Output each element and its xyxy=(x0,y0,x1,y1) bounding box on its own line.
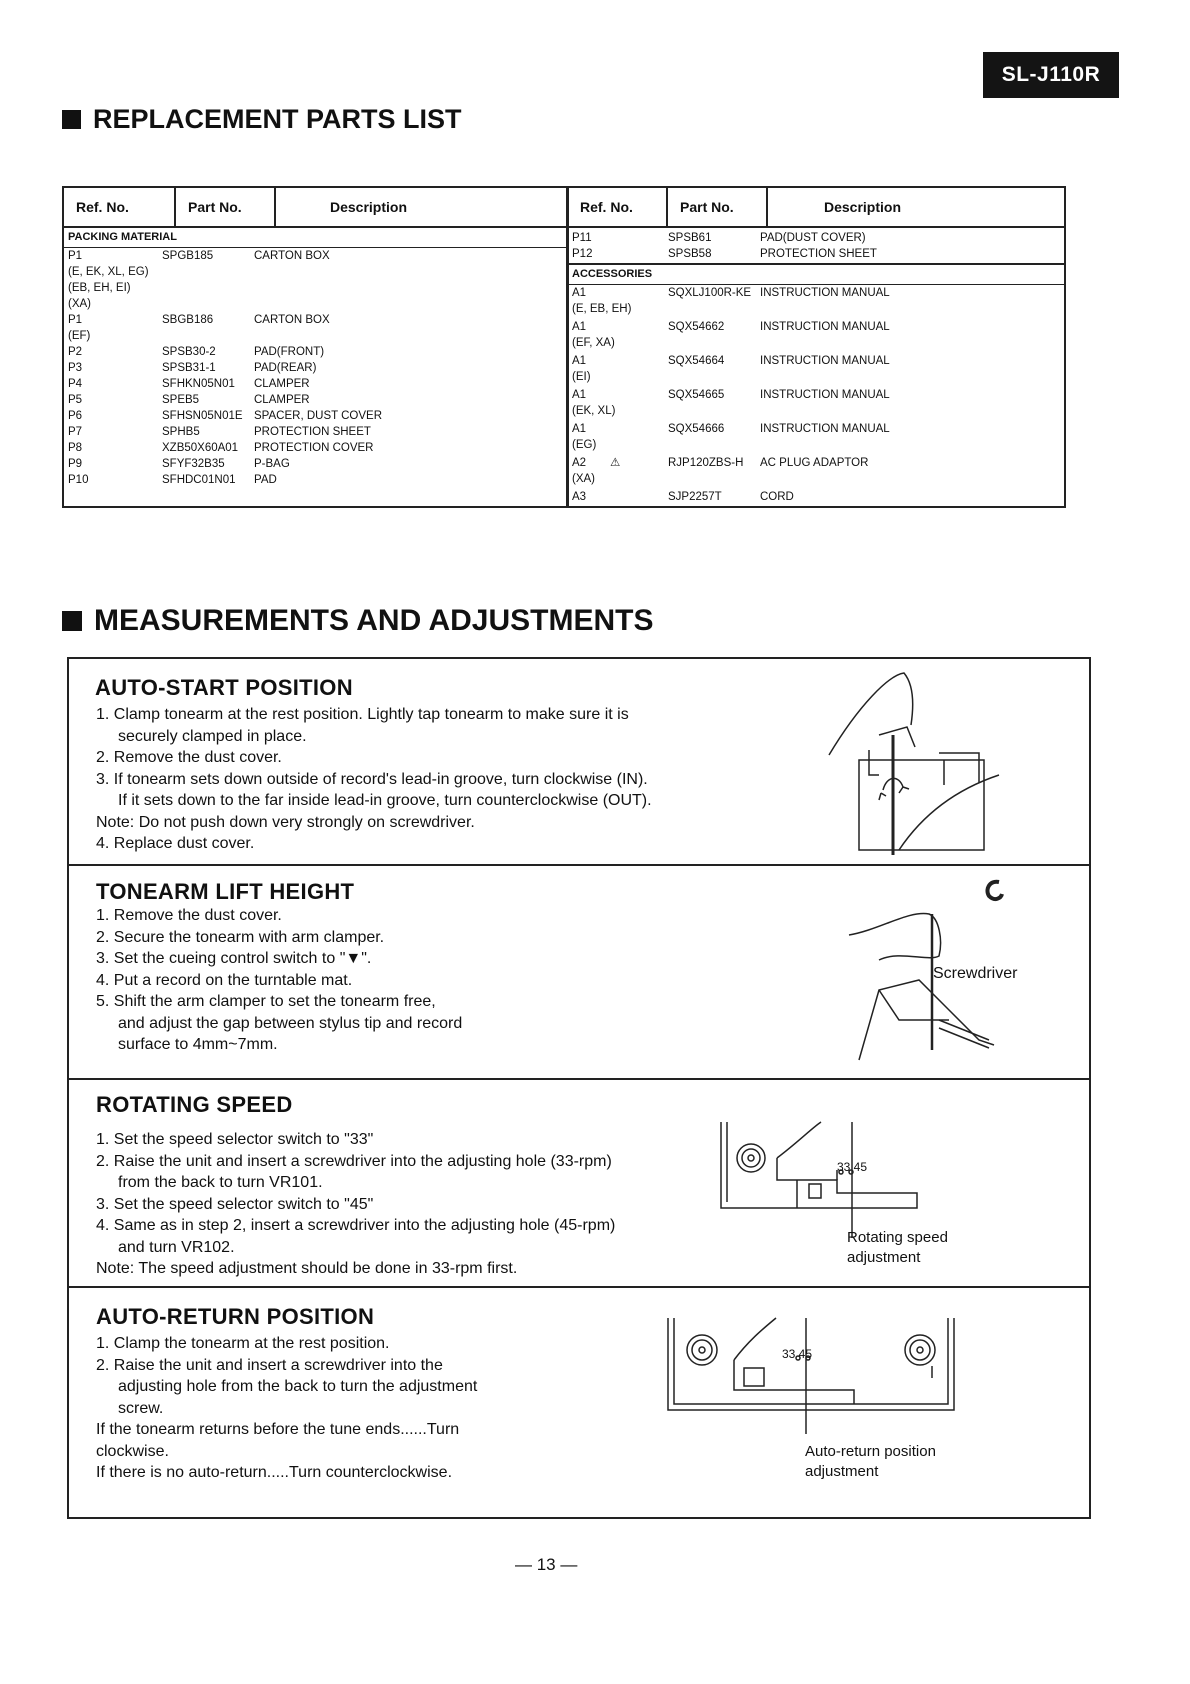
step-line: 1. Clamp tonearm at the rest position. Lightly tap tonearm to make sure it is xyxy=(96,706,629,723)
rotating-speed-heading: ROTATING SPEED xyxy=(96,1092,293,1117)
description-cell: PAD(DUST COVER) xyxy=(760,232,866,244)
group-accessories: ACCESSORIES xyxy=(568,265,1064,285)
parts-row xyxy=(568,285,1064,301)
part-no-cell: SPEB5 xyxy=(162,394,200,406)
step-line: 1. Remove the dust cover. xyxy=(96,907,282,924)
description-cell: CARTON BOX xyxy=(254,314,330,326)
description-cell: INSTRUCTION MANUAL xyxy=(760,423,890,435)
step-line: 3. Set the speed selector switch to "45" xyxy=(96,1195,374,1213)
ref-no-cell: P1 xyxy=(68,250,83,262)
description-cell: CORD xyxy=(760,491,794,503)
description-cell: INSTRUCTION MANUAL xyxy=(760,355,890,367)
step-line: 2. Remove the dust cover. xyxy=(96,749,282,766)
parts-row xyxy=(568,353,1064,369)
part-no-cell: SBGB186 xyxy=(162,314,214,326)
step-line: 3. If tonearm sets down outside of record's lead-in groove, turn clockwise (IN). xyxy=(96,770,648,788)
right-top-rows xyxy=(568,228,1064,265)
ref-no-cell: A1 xyxy=(572,355,587,367)
auto-return-caption-1: Auto-return position xyxy=(805,1443,936,1460)
ref-no-cell: P9 xyxy=(68,458,83,470)
tonearm-lift-section xyxy=(69,864,1089,1080)
ref-no-cell: (EK, XL) xyxy=(572,405,616,417)
step-line: screw. xyxy=(118,1399,164,1417)
part-no-cell: SFYF32B35 xyxy=(162,458,225,470)
part-no-cell: SQX54666 xyxy=(668,423,725,435)
description-cell: CLAMPER xyxy=(254,378,310,390)
part-no-cell: XZB50X60A01 xyxy=(162,442,239,454)
description-cell: PROTECTION SHEET xyxy=(254,426,371,438)
description-cell: CARTON BOX xyxy=(254,250,330,262)
model-badge: SL-J110R xyxy=(983,52,1119,98)
parts-row xyxy=(64,296,567,312)
ref-no-cell: A1 xyxy=(572,389,587,401)
step-line: clockwise. xyxy=(96,1442,169,1460)
description-cell: INSTRUCTION MANUAL xyxy=(760,321,890,333)
ref-no-cell: (EF, XA) xyxy=(572,337,615,349)
part-no-cell: RJP120ZBS-H xyxy=(668,457,744,469)
auto-start-heading: AUTO-START POSITION xyxy=(95,675,353,700)
parts-table-left xyxy=(62,186,569,508)
bullet-square-icon xyxy=(62,611,82,631)
speed-marker-label: 33 45 xyxy=(837,1160,868,1174)
step-line: 3. Set the cueing control switch to "▼". xyxy=(96,950,372,967)
parts-row xyxy=(64,408,567,424)
ref-no-cell: (EI) xyxy=(572,371,591,383)
step-line: 5. Shift the arm clamper to set the tonearm free, xyxy=(96,993,436,1010)
ref-no-cell: (XA) xyxy=(68,298,91,310)
ref-no-cell: (EB, EH, EI) xyxy=(68,282,131,294)
parts-row xyxy=(568,387,1064,403)
parts-row xyxy=(64,472,567,488)
speed-marker-label: 33 45 xyxy=(782,1347,813,1361)
part-no-cell: SPSB30-2 xyxy=(162,346,216,358)
ref-no-cell: (E, EB, EH) xyxy=(572,303,632,315)
auto-return-illustration xyxy=(664,1310,964,1440)
parts-row xyxy=(64,360,567,376)
parts-row xyxy=(64,440,567,456)
part-no-cell: SQXLJ100R-KE xyxy=(668,287,752,299)
col-part-no: Part No. xyxy=(174,188,274,226)
tonearm-lift-heading: TONEARM LIFT HEIGHT xyxy=(96,879,355,904)
step-line: and adjust the gap between stylus tip and record xyxy=(118,1014,463,1032)
part-no-cell: SFHKN05N01 xyxy=(162,378,235,390)
col-part-no: Part No. xyxy=(666,188,766,226)
ref-no-cell: A1 xyxy=(572,287,587,299)
auto-return-heading: AUTO-RETURN POSITION xyxy=(96,1304,375,1329)
description-cell: PAD(FRONT) xyxy=(254,346,325,358)
safety-warning-icon: ⚠ xyxy=(610,457,621,469)
rotating-speed-section xyxy=(69,1078,1089,1288)
step-line: and turn VR102. xyxy=(118,1238,235,1256)
ref-no-cell: P12 xyxy=(572,248,593,260)
step-line: 4. Same as in step 2, insert a screwdriver into the adjusting hole (45-rpm) xyxy=(96,1217,616,1234)
step-line: 2. Raise the unit and insert a screwdriver into the xyxy=(96,1356,443,1374)
rotating-speed-illustration xyxy=(717,1118,947,1238)
right-rows xyxy=(568,285,1064,505)
step-line: 1. Clamp the tonearm at the rest position. xyxy=(96,1335,390,1352)
col-description: Description xyxy=(274,188,567,226)
parts-row xyxy=(568,335,1064,351)
measurements-section-title xyxy=(62,604,653,638)
auto-start-steps xyxy=(96,704,652,855)
step-line: 2. Raise the unit and insert a screwdriver into the adjusting hole (33-rpm) xyxy=(96,1152,612,1170)
part-no-cell: SQX54662 xyxy=(668,321,725,333)
ref-no-cell: P8 xyxy=(68,442,83,454)
col-description: Description xyxy=(766,188,1064,226)
description-cell: PROTECTION COVER xyxy=(254,442,374,454)
part-no-cell: SJP2257T xyxy=(668,491,722,503)
step-line: from the back to turn VR101. xyxy=(118,1174,323,1191)
table-header xyxy=(568,188,1064,228)
parts-row xyxy=(64,376,567,392)
rotating-speed-steps xyxy=(96,1129,615,1280)
parts-row xyxy=(64,280,567,296)
parts-table-right xyxy=(566,186,1066,508)
parts-row xyxy=(64,328,567,344)
parts-row xyxy=(64,248,567,264)
table-header xyxy=(64,188,567,228)
description-cell: AC PLUG ADAPTOR xyxy=(760,457,869,469)
ref-no-cell: (E, EK, XL, EG) xyxy=(68,266,149,278)
description-cell: INSTRUCTION MANUAL xyxy=(760,389,890,401)
step-line: 2. Secure the tonearm with arm clamper. xyxy=(96,928,385,946)
part-no-cell: SPGB185 xyxy=(162,250,214,262)
ref-no-cell: A3 xyxy=(572,491,587,503)
step-line: securely clamped in place. xyxy=(118,727,307,745)
ref-no-cell: (EG) xyxy=(572,439,597,451)
description-cell: PAD xyxy=(254,474,277,486)
parts-row xyxy=(568,246,1064,262)
ref-no-cell: P5 xyxy=(68,394,83,406)
parts-row xyxy=(568,471,1064,487)
col-ref-no: Ref. No. xyxy=(580,199,633,215)
step-line: surface to 4mm~7mm. xyxy=(118,1036,278,1053)
parts-row xyxy=(568,403,1064,419)
parts-row xyxy=(568,437,1064,453)
rotating-speed-caption-2: adjustment xyxy=(847,1249,921,1266)
ref-no-cell: P11 xyxy=(572,232,592,244)
step-line: If there is no auto-return.....Turn counterclockwise. xyxy=(96,1464,453,1481)
parts-row xyxy=(568,489,1064,505)
ref-no-cell: P4 xyxy=(68,378,83,390)
auto-return-steps xyxy=(96,1333,477,1484)
ref-no-cell: (XA) xyxy=(572,473,595,485)
part-no-cell: SQX54664 xyxy=(668,355,725,367)
ref-no-cell: (EF) xyxy=(68,330,91,342)
part-no-cell: SQX54665 xyxy=(668,389,725,401)
ref-no-cell: P2 xyxy=(68,346,83,358)
part-no-cell: SPSB31-1 xyxy=(162,362,216,374)
parts-section-title xyxy=(62,104,462,135)
parts-row xyxy=(568,301,1064,317)
part-no-cell: SPSB58 xyxy=(668,248,712,260)
group-packing-material: PACKING MATERIAL xyxy=(64,228,567,248)
parts-row xyxy=(64,312,567,328)
parts-row xyxy=(568,230,1064,246)
part-no-cell: SFHSN05N01E xyxy=(162,410,243,422)
ref-no-cell: P7 xyxy=(68,426,83,438)
ref-no-cell: A2 xyxy=(572,457,587,469)
screwdriver-label: Screwdriver xyxy=(933,965,1018,982)
ref-no-cell: P3 xyxy=(68,362,83,374)
ref-no-cell: P10 xyxy=(68,474,89,486)
auto-return-caption-2: adjustment xyxy=(805,1463,879,1480)
auto-start-section xyxy=(69,659,1089,864)
ref-no-cell: A1 xyxy=(572,423,587,435)
parts-row xyxy=(64,392,567,408)
description-cell: PROTECTION SHEET xyxy=(760,248,877,260)
measurements-box xyxy=(67,657,1091,1519)
step-line: Note: The speed adjustment should be done in 33-rpm first. xyxy=(96,1260,518,1277)
ref-no-cell: P1 xyxy=(68,314,83,326)
description-cell: CLAMPER xyxy=(254,394,310,406)
auto-return-section xyxy=(69,1286,1089,1519)
description-cell: SPACER, DUST COVER xyxy=(254,410,383,422)
parts-row xyxy=(568,319,1064,335)
page-number: — 13 — xyxy=(515,1555,578,1574)
auto-start-illustration xyxy=(819,665,1069,865)
step-line: If it sets down to the far inside lead-in groove, turn counterclockwise (OUT). xyxy=(118,792,652,809)
measurements-title-text: MEASUREMENTS AND ADJUSTMENTS xyxy=(94,604,654,637)
bullet-square-icon xyxy=(62,110,81,129)
rotating-speed-caption-1: Rotating speed xyxy=(847,1229,948,1246)
parts-row xyxy=(568,421,1064,437)
description-cell: PAD(REAR) xyxy=(254,362,317,374)
step-line: 4. Put a record on the turntable mat. xyxy=(96,971,353,989)
parts-row xyxy=(568,369,1064,385)
step-line: Note: Do not push down very strongly on screwdriver. xyxy=(96,813,475,831)
description-cell: INSTRUCTION MANUAL xyxy=(760,287,890,299)
part-no-cell: SPSB61 xyxy=(668,232,712,244)
parts-row xyxy=(568,455,1064,471)
ref-no-cell: A1 xyxy=(572,321,587,333)
parts-row xyxy=(64,344,567,360)
step-line: 4. Replace dust cover. xyxy=(96,835,255,852)
step-line: 1. Set the speed selector switch to "33" xyxy=(96,1131,374,1148)
description-cell: P-BAG xyxy=(254,458,290,470)
parts-row xyxy=(64,456,567,472)
parts-row xyxy=(64,264,567,280)
tonearm-lift-steps xyxy=(96,905,462,1056)
part-no-cell: SFHDC01N01 xyxy=(162,474,236,486)
step-line: If the tonearm returns before the tune ends......Turn xyxy=(96,1421,460,1438)
ref-no-cell: P6 xyxy=(68,410,83,422)
parts-row xyxy=(64,424,567,440)
col-ref-no: Ref. No. xyxy=(76,199,129,215)
parts-title-text: REPLACEMENT PARTS LIST xyxy=(93,104,462,134)
left-rows xyxy=(64,248,567,488)
step-line: adjusting hole from the back to turn the adjustment xyxy=(118,1378,478,1395)
part-no-cell: SPHB5 xyxy=(162,426,200,438)
